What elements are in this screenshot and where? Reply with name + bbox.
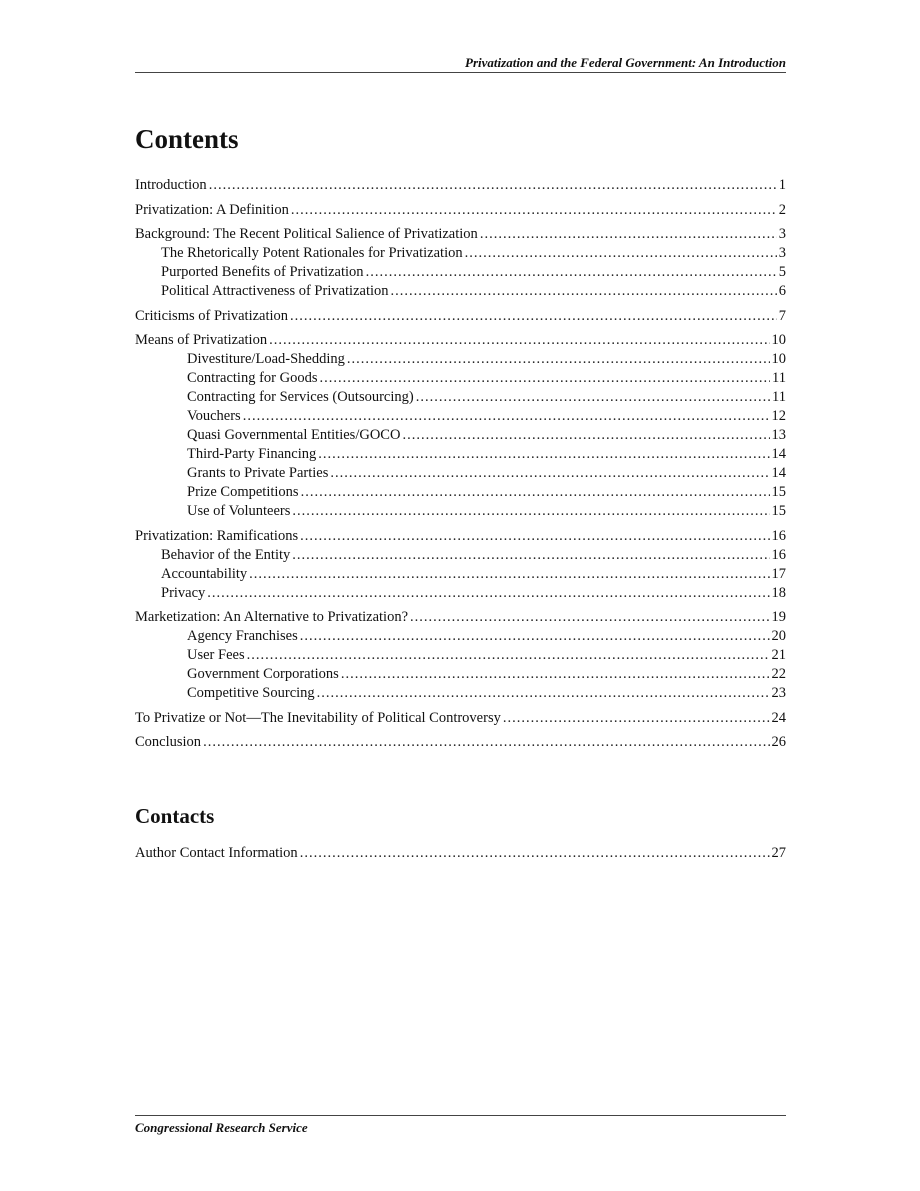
toc-entry[interactable]	[135, 546, 786, 565]
footer-rule	[135, 1115, 786, 1116]
dot-leader	[300, 527, 769, 546]
toc-entry-page: 7	[778, 307, 786, 324]
dot-leader	[300, 627, 770, 646]
toc-entry-title: Author Contact Information	[135, 845, 298, 861]
toc-entry-page: 10	[771, 332, 786, 348]
toc-entry[interactable]	[135, 426, 786, 445]
running-header: Privatization and the Federal Government: An Introduction	[465, 55, 786, 70]
toc-entry-title: Use of Volunteers	[187, 503, 291, 519]
toc-entry-page: 5	[778, 264, 786, 280]
toc-entry-page: 21	[771, 647, 786, 663]
toc-entry[interactable]	[135, 263, 786, 282]
contacts-list	[135, 844, 786, 863]
toc-entry-title: Privatization: Ramifications	[135, 527, 299, 544]
toc-entry[interactable]	[135, 445, 786, 464]
toc-entry-title: Privatization: A Definition	[135, 201, 289, 218]
toc-entry[interactable]	[135, 733, 786, 752]
toc-entry-title: Vouchers	[187, 408, 241, 424]
toc-entry-page: 15	[771, 503, 786, 519]
toc-entry-page: 14	[771, 465, 786, 481]
toc-entry[interactable]	[135, 244, 786, 263]
toc-entry[interactable]	[135, 331, 786, 350]
toc-entry-title: Conclusion	[135, 734, 202, 750]
toc-entry-page: 17	[771, 565, 786, 582]
dot-leader	[347, 350, 770, 369]
toc-entry-page: 18	[771, 584, 786, 601]
toc-entry[interactable]	[135, 407, 786, 426]
dot-leader	[319, 369, 770, 388]
toc-entry[interactable]	[135, 307, 786, 326]
toc-entry[interactable]	[135, 369, 786, 388]
toc-entry-title: Marketization: An Alternative to Privatization?	[135, 609, 409, 625]
dot-leader	[269, 331, 769, 350]
toc-entry[interactable]	[135, 201, 786, 220]
toc-entry-page: 22	[771, 666, 786, 682]
dot-leader	[301, 483, 770, 502]
toc-entry-page: 3	[778, 226, 786, 242]
toc-entry[interactable]	[135, 388, 786, 407]
toc-entry[interactable]	[135, 483, 786, 502]
toc-entry[interactable]	[135, 608, 786, 627]
toc-entry-page: 15	[771, 484, 786, 500]
toc-entry-page: 20	[771, 628, 786, 644]
toc-entry-page: 10	[771, 351, 786, 367]
toc-entry-title: Divestiture/Load-Shedding	[187, 351, 345, 367]
toc-entry[interactable]	[135, 627, 786, 646]
contents-heading: Contents	[135, 124, 239, 154]
toc-entry-title: Background: The Recent Political Salience of Privatization	[135, 226, 478, 242]
toc-entry-title: User Fees	[187, 647, 245, 663]
toc-entry-title: Criticisms of Privatization	[135, 307, 289, 324]
toc-entry-page: 23	[771, 685, 786, 701]
table-of-contents	[135, 176, 786, 752]
toc-entry[interactable]	[135, 502, 786, 521]
toc-entry[interactable]	[135, 665, 786, 684]
toc-entry-page: 3	[778, 245, 786, 261]
toc-entry-page: 12	[771, 408, 786, 424]
toc-entry-title: Third-Party Financing	[187, 446, 317, 462]
toc-entry[interactable]	[135, 350, 786, 369]
toc-entry[interactable]	[135, 646, 786, 665]
toc-entry-page: 2	[778, 201, 786, 218]
dot-leader	[292, 502, 769, 521]
toc-entry-page: 14	[771, 446, 786, 462]
toc-entry-title: The Rhetorically Potent Rationales for Privatization	[161, 245, 463, 261]
dot-leader	[341, 665, 770, 684]
dot-leader	[465, 244, 777, 263]
dot-leader	[207, 584, 769, 603]
toc-entry-title: To Privatize or Not—The Inevitability of Political Controversy	[135, 709, 501, 726]
toc-entry-title: Government Corporations	[187, 666, 339, 682]
toc-entry[interactable]	[135, 844, 786, 863]
dot-leader	[247, 646, 770, 665]
toc-entry-page: 26	[771, 734, 786, 750]
contacts-heading: Contacts	[135, 804, 215, 828]
toc-entry-title: Contracting for Goods	[187, 370, 318, 386]
toc-entry-title: Behavior of the Entity	[161, 546, 291, 563]
dot-leader	[290, 307, 777, 326]
toc-entry[interactable]	[135, 282, 786, 301]
toc-entry-title: Competitive Sourcing	[187, 685, 315, 701]
toc-entry-page: 19	[771, 609, 786, 625]
dot-leader	[291, 201, 777, 220]
dot-leader	[391, 282, 777, 301]
toc-entry-title: Quasi Governmental Entities/GOCO	[187, 427, 401, 443]
running-footer: Congressional Research Service	[135, 1120, 308, 1135]
dot-leader	[243, 407, 770, 426]
toc-entry-title: Political Attractiveness of Privatization	[161, 283, 389, 299]
dot-leader	[209, 176, 777, 195]
toc-entry-title: Agency Franchises	[187, 628, 298, 644]
dot-leader	[410, 608, 769, 627]
dot-leader	[318, 445, 769, 464]
toc-entry-page: 11	[772, 370, 786, 386]
toc-entry[interactable]	[135, 225, 786, 244]
dot-leader	[503, 709, 770, 728]
toc-entry-page: 1	[778, 177, 786, 193]
dot-leader	[249, 565, 769, 584]
dot-leader	[203, 733, 769, 752]
dot-leader	[300, 844, 770, 863]
header-rule	[135, 72, 786, 73]
toc-entry-page: 16	[771, 527, 786, 544]
toc-entry-page: 11	[772, 389, 786, 405]
toc-entry-title: Prize Competitions	[187, 484, 299, 500]
dot-leader	[366, 263, 777, 282]
toc-entry-page: 24	[771, 709, 786, 726]
toc-entry-title: Introduction	[135, 177, 207, 193]
toc-entry[interactable]	[135, 584, 786, 603]
dot-leader	[402, 426, 769, 445]
toc-entry-title: Means of Privatization	[135, 332, 268, 348]
toc-entry[interactable]	[135, 527, 786, 546]
dot-leader	[317, 684, 770, 703]
toc-entry-page: 13	[771, 427, 786, 443]
dot-leader	[480, 225, 777, 244]
toc-entry[interactable]	[135, 565, 786, 584]
toc-entry-title: Privacy	[161, 584, 206, 601]
toc-entry-title: Accountability	[161, 565, 248, 582]
toc-entry-title: Grants to Private Parties	[187, 465, 329, 481]
toc-entry[interactable]	[135, 464, 786, 483]
dot-leader	[330, 464, 769, 483]
toc-entry-title: Purported Benefits of Privatization	[161, 264, 364, 280]
dot-leader	[416, 388, 770, 407]
dot-leader	[292, 546, 769, 565]
toc-entry-page: 6	[778, 283, 786, 299]
toc-entry-page: 16	[771, 546, 786, 563]
toc-entry[interactable]	[135, 709, 786, 728]
toc-entry-page: 27	[771, 845, 786, 861]
toc-entry[interactable]	[135, 684, 786, 703]
toc-entry[interactable]	[135, 176, 786, 195]
toc-entry-title: Contracting for Services (Outsourcing)	[187, 389, 414, 405]
